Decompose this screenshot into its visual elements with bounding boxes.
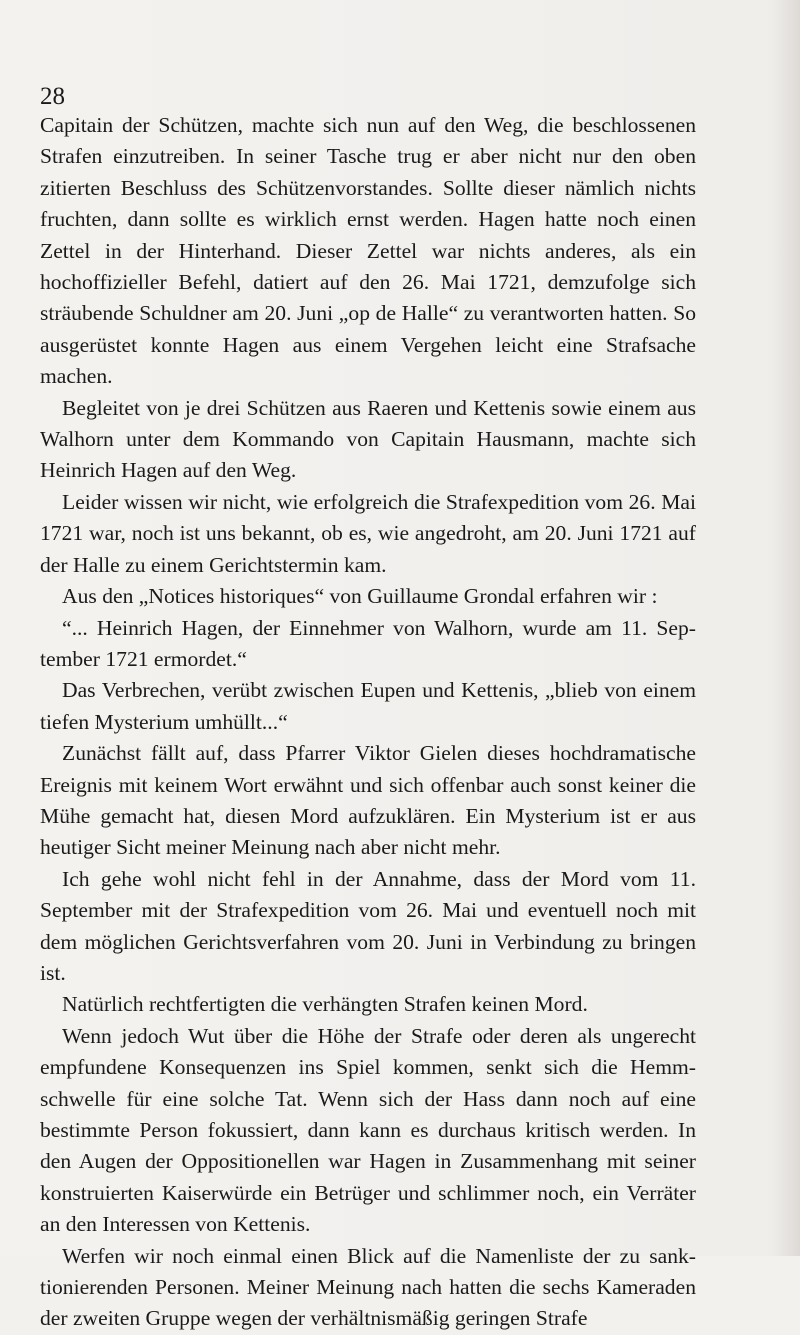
paragraph-2: Begleitet von je drei Schützen aus Raeren und Kettenis sowie einem aus Walhorn unter dem Kommando von Capitain Hausmann, machte sich Heinrich Hagen auf den Weg.: [40, 395, 696, 483]
quote-paragraph: “... Heinrich Hagen, der Einnehmer von Walhorn, wurde am 11. September 1721 ermordet.“: [40, 615, 696, 671]
paragraph-8: Ich gehe wohl nicht fehl in der Annahme, dass der Mord vom 11. September mit der Strafexpedition vom 26. Mai und eventuell noch mit dem möglichen Gerichtsverfahren vom 20. Juni in Verbindung zu bringen ist.: [40, 866, 696, 985]
paragraph-11: Werfen wir noch einmal einen Blick auf die Namenliste der zu sanktionierenden Personen. Meiner Meinung nach hatten die sechs Kameraden der zweiten Gruppe wegen der verhältnismäßig geringen Strafe: [40, 1243, 696, 1331]
body-text: [40, 110, 696, 1335]
page-number: 28: [40, 83, 65, 110]
paragraph-6: Das Verbrechen, verübt zwischen Eupen und Kettenis, „blieb von einem tiefen Mysterium umhüllt...“: [40, 678, 696, 734]
page-edge-shadow: [772, 0, 800, 1256]
paragraph-7: Zunächst fällt auf, dass Pfarrer Viktor Gielen dieses hochdramatische Ereignis mit keinem Wort erwähnt und sich offenbar auch sonst keiner die Mühe gemacht hat, diesen Mord aufzuklären. Ein Mysterium ist er aus heutiger Sicht meiner Meinung nach aber nicht mehr.: [40, 741, 696, 860]
paragraph-3: Leider wissen wir nicht, wie erfolgreich die Strafexpedition vom 26. Mai 1721 war, noch ist uns bekannt, ob es, wie angedroht, am 20. Juni 1721 auf der Halle zu einem Gerichtstermin kam.: [40, 489, 696, 577]
paragraph-4: Aus den „Notices historiques“ von Guillaume Grondal erfahren wir :: [62, 584, 658, 609]
paragraph-10: Wenn jedoch Wut über die Höhe der Strafe oder deren als ungerecht empfundene Konsequenzen ins Spiel kommen, senkt sich die Hemmschwelle für eine solche Tat. Wenn sich der Hass dann noch auf eine bestimmte Person fokussiert, dann kann es durchaus kritisch werden. In den Augen der Oppositionellen war Hagen in Zusammenhang mit seiner konstruierten Kaiserwürde ein Betrüger und schlimmer noch, ein Verräter an den Interessen von Kettenis.: [40, 1023, 696, 1237]
paragraph-9: Natürlich rechtfertigten die verhängten Strafen keinen Mord.: [62, 992, 588, 1017]
paragraph-1: Capitain der Schützen, machte sich nun auf den Weg, die beschlossenen Strafen einzutreiben. In seiner Tasche trug er aber nicht nur den oben zitierten Beschluss des Schützenvorstandes. Sollte dieser nämlich nichts fruchten, dann sollte es wirklich ernst werden. Hagen hatte noch einen Zettel in der Hinterhand. Dieser Zettel war nichts anderes, als ein hochoffizieller Befehl, datiert auf den 26. Mai 1721, demzufolge sich sträubende Schuldner am 20. Juni „op de Halle“ zu verantworten hatten. So ausgerüstet konnte Hagen aus einem Vergehen leicht eine Strafsache machen.: [40, 113, 696, 389]
